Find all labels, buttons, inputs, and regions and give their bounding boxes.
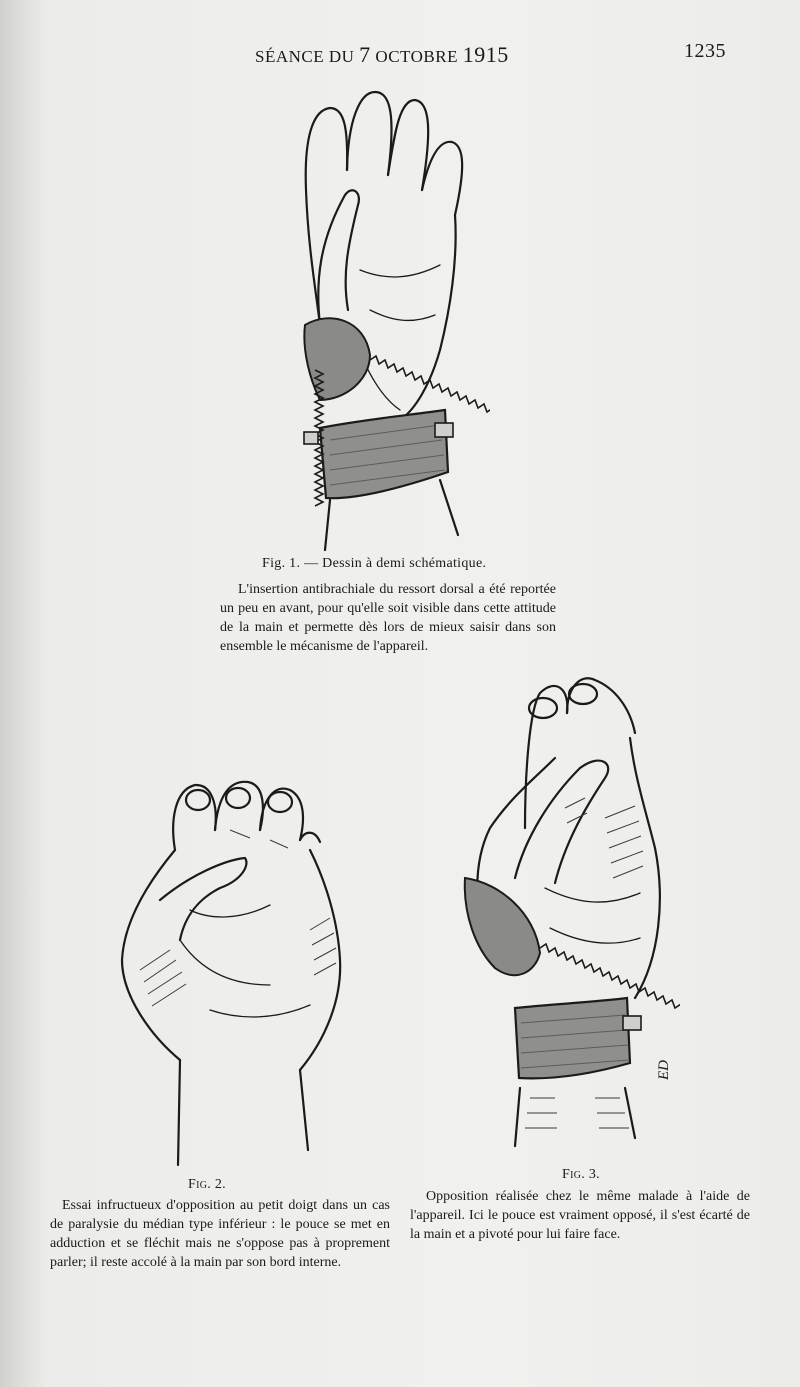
- figure-2-illustration: [110, 770, 355, 1170]
- seance-day: 7: [359, 42, 371, 67]
- figure-3-illustration: [455, 668, 680, 1160]
- figure-2-title: Fig. 2.: [188, 1177, 226, 1192]
- figure-1-title: Fig. 1. — Dessin à demi schématique.: [262, 556, 487, 571]
- figure-3-title: Fig. 3.: [562, 1167, 600, 1182]
- figure-2-caption: Essai infructueux d'opposition au petit doigt dans un cas de paralysie du médian type inférieur : le pouce se met en adduction et se fléchit mais ne s'oppose pas à proprement parler; il reste accolé à la main par son bord interne.: [50, 1198, 390, 1270]
- figure-3-caption: Opposition réalisée chez le même malade à l'aide de l'appareil. Ici le pouce est vraiment opposé, il s'est écarté de la main et a pivoté pour lui faire face.: [410, 1189, 750, 1242]
- seance-month: OCTOBRE: [370, 47, 463, 66]
- seance-prefix: SÉANCE DU: [255, 47, 360, 66]
- seance-year: 1915: [462, 42, 509, 67]
- illustrator-signature: ED: [656, 1060, 672, 1080]
- running-head: [255, 42, 509, 68]
- page-number: 1235: [684, 40, 726, 62]
- figure-1-illustration: [290, 80, 490, 560]
- figure-1-caption: L'insertion antibrachiale du ressort dorsal a été reportée un peu en avant, pour qu'elle soit visible dans cette attitude de la main et permette dès lors de mieux saisir dans son ensemble le mécanisme de l'appareil.: [220, 582, 556, 654]
